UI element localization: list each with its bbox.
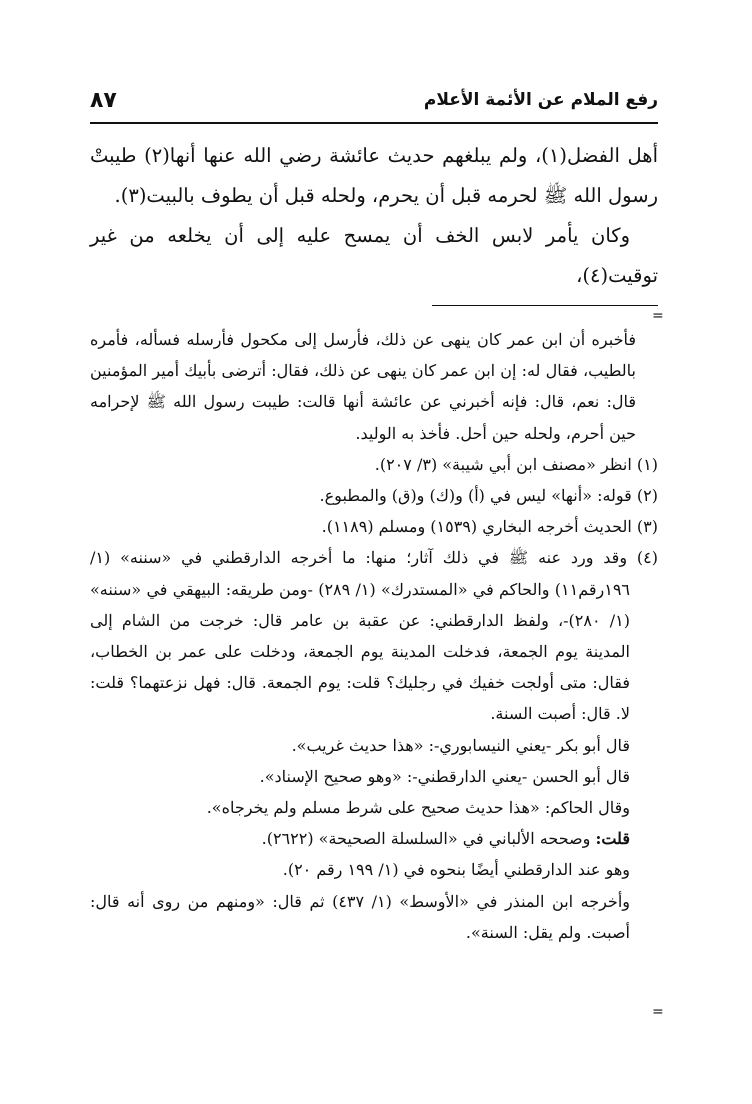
running-title: رفع الملام عن الأئمة الأعلام bbox=[423, 90, 658, 110]
main-paragraph-1: أهل الفضل(١)، ولم يبلغهم حديث عائشة رضي الله عنها أنها(٢) طيبتْ رسول الله ﷺ لحرمه قبل أن يحرم، ولحله قبل أن يطوف بالبيت(٣). bbox=[90, 144, 658, 207]
footnote-4-line-2: قال أبو الحسن -يعني الدارقطني-: «وهو صحيح الإسناد». bbox=[259, 766, 630, 786]
footnote-1: (١) انظر «مصنف ابن أبي شيبة» (٣/ ٢٠٧). bbox=[374, 454, 658, 474]
footnote-4-line-4 bbox=[90, 823, 658, 854]
header-rule bbox=[90, 122, 658, 124]
footnote-separator bbox=[432, 305, 658, 306]
continued-marker-bottom: = bbox=[652, 1004, 664, 1020]
footnote-4-line-4-label: قلت: bbox=[595, 829, 630, 849]
footnote-4-line-6: وأخرجه ابن المنذر في «الأوسط» (١/ ٤٣٧) ثم قال: «ومنهم من روى أنه قال: أصبت. ولم يقل: السنة». bbox=[90, 891, 630, 942]
footnote-2: (٢) قوله: «أنها» ليس في (أ) و(ك) و(ق) والمطبوع. bbox=[319, 486, 658, 506]
main-text bbox=[90, 136, 658, 296]
footnote-4-line-5: وهو عند الدارقطني أيضًا بنحوه في (١/ ١٩٩ رقم ٢٠). bbox=[282, 860, 630, 880]
main-paragraph-2: وكان يأمر لابس الخف أن يمسح عليه إلى أن يخلعه من غير توقيت(٤)، bbox=[90, 224, 658, 287]
continued-marker-top: = bbox=[652, 308, 664, 324]
footnote-continuation: فأخبره أن ابن عمر كان ينهى عن ذلك، فأرسل إلى مكحول فأرسله فسأله، فأمره بالطيب، فقال له: إن ابن عمر كان ينهى عن ذلك، فقال: أترضى بأبيك أمير المؤمنين قال: نعم، قال: فإنه أخبرني عن عائشة أنها قالت: طيبت رسول الله ﷺ لإحرامه حين أحرم، ولحله حين أحل. فأخذ به الوليد. bbox=[90, 330, 636, 443]
running-header bbox=[90, 88, 658, 122]
footnotes bbox=[90, 324, 658, 948]
footnote-4-line-1: قال أبو بكر -يعني النيسابوري-: «هذا حديث غريب». bbox=[291, 735, 630, 755]
footnote-3: (٣) الحديث أخرجه البخاري (١٥٣٩) ومسلم (١١٨٩). bbox=[321, 517, 658, 537]
footnote-4: (٤) وقد ورد عنه ﷺ في ذلك آثار؛ منها: ما أخرجه الدارقطني في «سننه» (١/ ١٩٦رقم١١) والحاكم في «المستدرك» (١/ ٢٨٩) -ومن طريقه: البيهقي في «سننه» (١/ ٢٨٠)-، ولفظ الدارقطني: عن عقبة بن عامر قال: خرجت من الشام إلى المدينة يوم الجمعة، فدخلت المدينة يوم الجمعة، ودخلت على عمر بن الخطاب، فقال: متى أولجت خفيك في رجليك؟ قلت: يوم الجمعة. قال: فهل نزعتهما؟ قلت: لا. قال: أصبت السنة. bbox=[90, 548, 658, 724]
footnote-4-line-3: وقال الحاكم: «هذا حديث صحيح على شرط مسلم ولم يخرجاه». bbox=[206, 798, 630, 818]
footnote-4-line-4-text: وصححه الألباني في «السلسلة الصحيحة» (٢٦٢٢). bbox=[261, 829, 596, 849]
page-number: ٨٧ bbox=[90, 88, 117, 113]
